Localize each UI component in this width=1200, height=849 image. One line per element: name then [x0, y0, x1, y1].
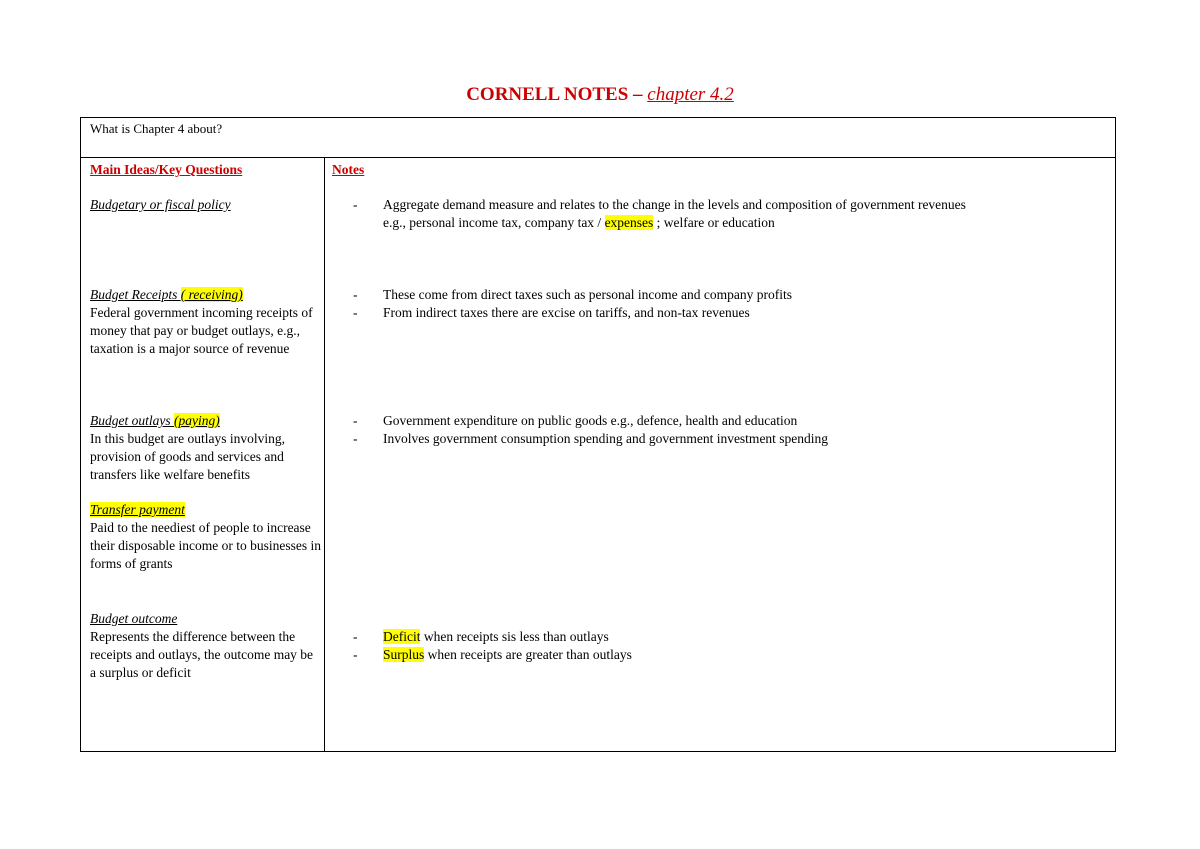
- term-budget-receipts: Budget Receipts: [90, 287, 181, 302]
- bullet-dash: -: [353, 413, 358, 428]
- cue-budget-outcome: [90, 610, 322, 682]
- note-item: [353, 628, 1093, 646]
- note-text: From indirect taxes there are excise on tariffs, and non-tax revenues: [383, 305, 750, 320]
- note-item: [353, 304, 1093, 322]
- page-title: [0, 84, 1200, 106]
- bullet-dash: -: [353, 629, 358, 644]
- question-row: What is Chapter 4 about?: [81, 118, 1115, 158]
- bullet-dash: -: [353, 287, 358, 302]
- note-text: Government expenditure on public goods e.g., defence, health and education: [383, 413, 798, 428]
- note-item: [353, 286, 1093, 304]
- cue-description: In this budget are outlays involving, provision of goods and services and transfers like welfare benefits: [90, 431, 285, 482]
- notes-header: Notes: [332, 162, 365, 177]
- cue-budget-outlays: [90, 412, 322, 484]
- bullet-dash: -: [353, 647, 358, 662]
- column-divider: [324, 158, 325, 752]
- term-budget-outcome: Budget outcome: [90, 611, 178, 626]
- note-text: These come from direct taxes such as personal income and company profits: [383, 287, 792, 302]
- note-item: [353, 430, 1093, 448]
- highlight-surplus: Surplus: [383, 647, 425, 662]
- cornell-notes-table: [80, 117, 1116, 752]
- note-text: Involves government consumption spending and government investment spending: [383, 431, 829, 446]
- highlight-expenses: expenses: [604, 215, 654, 230]
- cue-description: Represents the difference between the receipts and outlays, the outcome may be a surplus or deficit: [90, 629, 314, 680]
- bullet-dash: -: [353, 197, 358, 212]
- highlight-paying: (paying): [174, 413, 220, 428]
- note-text: Aggregate demand measure and relates to the change in the levels and composition of government revenues: [383, 197, 966, 212]
- cue-budget-receipts: [90, 286, 322, 358]
- bullet-dash: -: [353, 305, 358, 320]
- highlight-deficit: Deficit: [383, 629, 421, 644]
- note-item: [353, 646, 1093, 664]
- note-text: ; welfare or education: [653, 215, 775, 230]
- notes-budget-receipts: [353, 286, 1093, 322]
- highlight-receiving: ( receiving): [180, 287, 243, 302]
- term-fiscal-policy: Budgetary or fiscal policy: [90, 197, 231, 212]
- term-budget-outlays: Budget outlays: [90, 413, 174, 428]
- title-main: CORNELL NOTES –: [466, 84, 648, 105]
- cue-fiscal-policy: [90, 196, 322, 214]
- notes-fiscal-policy: [353, 196, 1093, 232]
- notes-budget-outlays: [353, 412, 1093, 448]
- note-text: e.g., personal income tax, company tax /: [383, 215, 605, 230]
- cue-description: Paid to the neediest of people to increase their disposable income or to businesses in forms of grants: [90, 520, 321, 571]
- note-text: when receipts sis less than outlays: [420, 629, 609, 644]
- title-chapter: chapter 4.2: [647, 84, 734, 105]
- bullet-dash: -: [353, 431, 358, 446]
- note-item: [353, 412, 1093, 430]
- highlight-transfer-payment: Transfer payment: [90, 502, 185, 517]
- note-item: [353, 196, 1093, 232]
- cue-description: Federal government incoming receipts of money that pay or budget outlays, e.g., taxation is a major source of revenue: [90, 305, 313, 356]
- notes-budget-outcome: [353, 628, 1093, 664]
- note-text: when receipts are greater than outlays: [424, 647, 632, 662]
- main-ideas-header: Main Ideas/Key Questions: [90, 162, 243, 177]
- cue-transfer-payment: [90, 501, 322, 573]
